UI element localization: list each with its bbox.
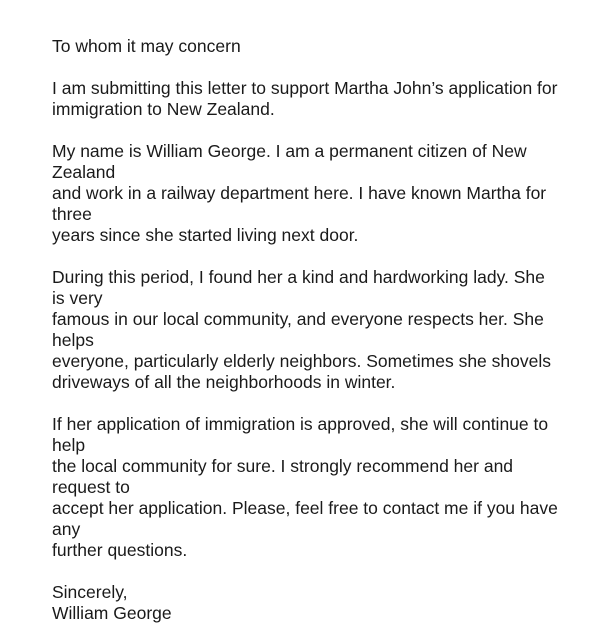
paragraph-recommendation: If her application of immigration is approved, she will continue to help the local community for sure. I strongly recommend her and request to accept her application. Please, feel free to contact me if you have any further questions. — [52, 414, 558, 560]
salutation: To whom it may concern — [52, 36, 241, 56]
closing: Sincerely, — [52, 582, 128, 602]
paragraph-character: During this period, I found her a kind and hardworking lady. She is very famous in our local community, and everyone respects her. She helps everyone, particularly elderly neighbors. Sometimes she shovels driveways of all the neighborhoods in winter. — [52, 267, 551, 392]
paragraph-introduction: My name is William George. I am a permanent citizen of New Zealand and work in a railway department here. I have known Martha for three years since she started living next door. — [52, 141, 547, 245]
signature-name: William George — [52, 603, 172, 623]
letter-body — [52, 36, 562, 624]
paragraph-purpose: I am submitting this letter to support Martha John’s application for immigration to New Zealand. — [52, 78, 558, 119]
